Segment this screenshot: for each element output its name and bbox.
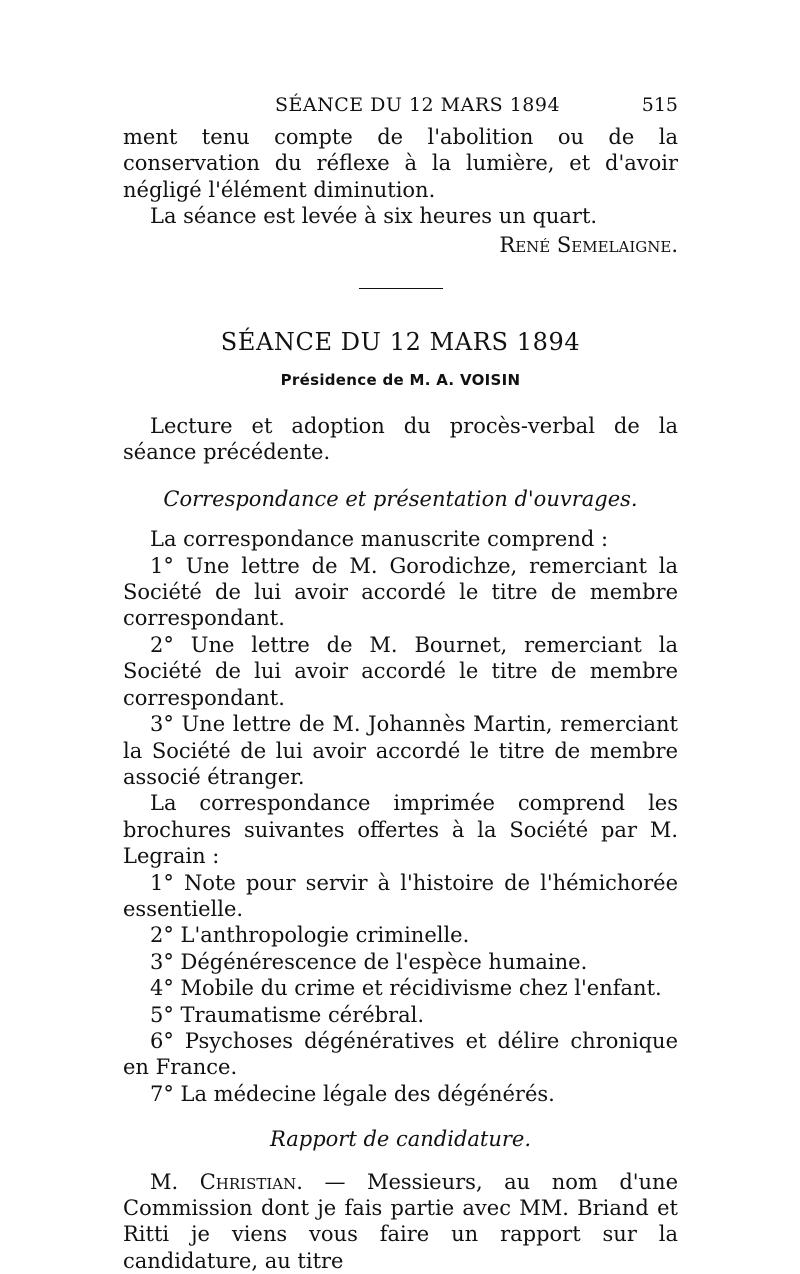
rapport-heading: Rapport de candidature. [269,1127,532,1152]
rapport-paragraph [123,1169,678,1274]
closing-line: La séance est levée à six heures un quart. [150,204,598,229]
list-item: 6° Psychoses dégénératives et délire chronique en France. [123,1028,678,1080]
list-item: 3° Une lettre de M. Johannès Martin, remerciant la Société de lui avoir accordé le titre de membre associé étranger. [123,712,678,789]
list-item: 2° L'anthropologie criminelle. [150,923,470,948]
rapport-text: — Messieurs, au nom d'une Commission dont je fais partie avec MM. Briand et Ritti je viens vous faire un rapport sur la candidature, au titre [123,1169,679,1273]
lecture-paragraph: Lecture et adoption du procès-verbal de la séance précédente. [123,414,678,465]
running-head: SÉANCE DU 12 MARS 1894 [275,94,561,116]
carryover-paragraph: ment tenu compte de l'abolition ou de la conservation du réflexe à la lumière, et d'avoir négligé l'élément diminution. [123,125,678,202]
signature: René Semelaigne. [499,232,678,257]
presidence-line: Présidence de M. A. VOISIN [280,371,521,390]
speaker-name: M. Christian. [150,1169,303,1194]
document-page [123,92,678,1274]
section-title: SÉANCE DU 12 MARS 1894 [220,328,581,357]
section-divider [359,288,443,289]
list-item: 7° La médecine légale des dégénérés. [150,1081,555,1106]
page-number: 515 [641,94,678,116]
list-item: 4° Mobile du crime et récidivisme chez l'enfant. [150,976,662,1001]
list-item: 1° Une lettre de M. Gorodichze, remerciant la Société de lui avoir accordé le titre de membre correspondant. [123,553,678,631]
list-item: 3° Dégénérescence de l'espèce humaine. [150,949,588,974]
list-item: 1° Note pour servir à l'histoire de l'hémichorée essentielle. [123,870,678,921]
list-item: 5° Traumatisme cérébral. [150,1002,425,1027]
page-header [123,92,678,120]
imprimee-intro: La correspondance imprimée comprend les brochures suivantes offertes à la Société par M. Legrain : [123,791,678,869]
manuscrite-intro: La correspondance manuscrite comprend : [150,527,609,552]
list-item: 2° Une lettre de M. Bournet, remerciant la Société de lui avoir accordé le titre de membre correspondant. [123,632,678,710]
correspondance-heading: Correspondance et présentation d'ouvrages. [163,486,638,511]
